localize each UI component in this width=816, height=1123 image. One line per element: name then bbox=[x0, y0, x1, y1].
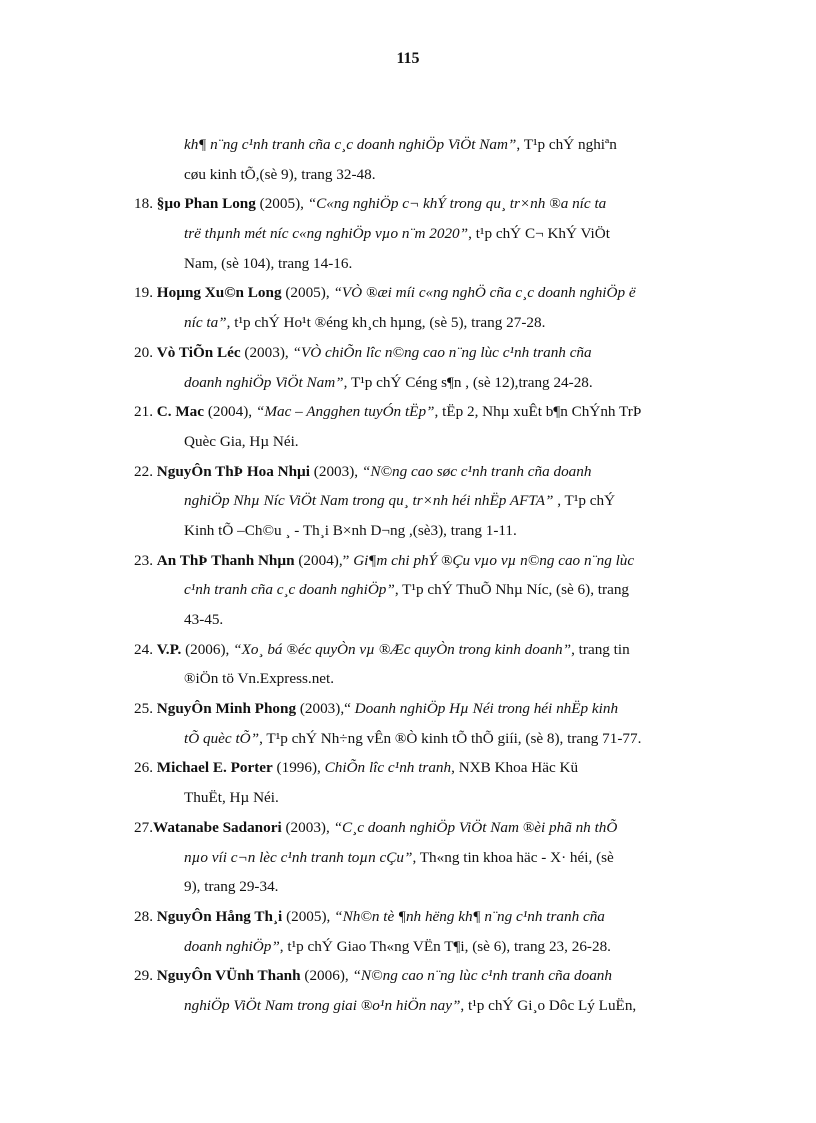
reference-title: doanh nghiÖp” bbox=[184, 937, 280, 955]
reference-title: “N©ng cao søc c¹nh tranh cña doanh bbox=[361, 462, 592, 480]
reference-title: níc ta” bbox=[184, 314, 227, 332]
reference-entry bbox=[134, 961, 734, 1020]
reference-text: (2006), bbox=[300, 967, 353, 985]
reference-line bbox=[134, 902, 734, 932]
reference-line bbox=[134, 575, 734, 605]
reference-title: Doanh nghiÖp Hµ Néi trong héi nhËp kinh bbox=[354, 700, 619, 718]
reference-text: 21. bbox=[134, 403, 157, 421]
reference-text: 28. bbox=[134, 907, 157, 925]
reference-line bbox=[134, 338, 734, 368]
reference-text: (2003), bbox=[281, 818, 334, 836]
reference-entry bbox=[134, 902, 734, 961]
reference-title: “N©ng cao n¨ng lùc c¹nh tranh cña doanh bbox=[352, 967, 612, 985]
reference-author: NguyÔn Minh Phong bbox=[156, 700, 297, 718]
reference-author: An ThÞ Thanh Nhµn bbox=[156, 551, 295, 569]
reference-line bbox=[134, 783, 734, 813]
reference-title: ChiÕn lîc c¹nh tranh bbox=[324, 759, 452, 777]
reference-title: “VÒ ®æi míi c«ng nghÖ cña c¸c doanh nghiÖp ë bbox=[333, 284, 636, 302]
reference-text: 23. bbox=[134, 551, 157, 569]
reference-line bbox=[134, 813, 734, 843]
reference-line bbox=[134, 635, 734, 665]
reference-author: NguyÔn Hång Th¸i bbox=[156, 907, 283, 925]
reference-text: 43-45. bbox=[184, 611, 224, 628]
reference-title: doanh nghiÖp ViÖt Nam” bbox=[184, 373, 344, 391]
reference-text: (1996), bbox=[272, 759, 325, 777]
reference-title: “VÒ chiÕn lîc n©ng cao n¨ng lùc c¹nh tranh cña bbox=[292, 343, 592, 361]
reference-line bbox=[134, 368, 734, 398]
reference-text: 29. bbox=[134, 967, 157, 985]
reference-text: cøu kinh tÕ,(sè 9), trang 32-48. bbox=[184, 165, 376, 183]
reference-text: , t¹p chÝ Ho¹t ®éng kh¸ch hµng, (sè 5), trang 27-28. bbox=[226, 314, 546, 332]
reference-entry bbox=[134, 694, 734, 753]
reference-text: Quèc Gia, Hµ Néi. bbox=[184, 432, 299, 450]
reference-text: (2005), bbox=[281, 284, 334, 302]
reference-line bbox=[134, 219, 734, 249]
reference-text: , t¹p chÝ Gi¸o Dôc Lý LuËn, bbox=[460, 996, 637, 1014]
reference-text: , T¹p chÝ nghiªn bbox=[516, 136, 617, 153]
reference-line bbox=[134, 932, 734, 962]
reference-text: , tËp 2, Nhµ xuÊt b¶n ChÝnh TrÞ bbox=[434, 403, 642, 421]
reference-text: (2003),“ bbox=[296, 700, 355, 718]
reference-title: nghiÖp Nhµ Níc ViÖt Nam trong qu¸ tr×nh héi nhËp AFTA” bbox=[184, 492, 554, 510]
reference-text: , T¹p chÝ Nh÷ng vÊn ®Ò kinh tÕ thÕ giíi, (sè 8), trang 71-77. bbox=[259, 729, 642, 747]
reference-author: V.P. bbox=[156, 640, 182, 658]
reference-text: Kinh tÕ –Ch©u ¸ - Th¸i B×nh D¬ng ,(sè3), trang 1-11. bbox=[184, 521, 517, 539]
reference-author: Hoµng Xu©n Long bbox=[156, 284, 282, 302]
reference-text: (2006), bbox=[181, 640, 234, 658]
reference-text: (2004), bbox=[204, 403, 256, 421]
reference-text: (2005), bbox=[282, 907, 335, 925]
reference-line bbox=[134, 753, 734, 783]
reference-text: 26. bbox=[134, 759, 157, 777]
reference-title: “Nh©n tè ¶nh hëng kh¶ n¨ng c¹nh tranh cña bbox=[334, 907, 605, 925]
reference-entry bbox=[134, 813, 734, 902]
reference-list bbox=[134, 130, 734, 1021]
reference-line bbox=[134, 872, 734, 902]
reference-text: 25. bbox=[134, 700, 157, 718]
reference-title: c¹nh tranh cña c¸c doanh nghiÖp” bbox=[184, 581, 395, 599]
reference-line bbox=[134, 397, 734, 427]
reference-line bbox=[134, 457, 734, 487]
reference-entry bbox=[134, 338, 734, 397]
reference-entry bbox=[134, 546, 734, 635]
reference-entry bbox=[134, 457, 734, 546]
reference-line bbox=[134, 160, 734, 190]
reference-line bbox=[134, 991, 734, 1021]
reference-line bbox=[134, 486, 734, 516]
reference-line bbox=[134, 664, 734, 694]
reference-author: Watanabe Sadanori bbox=[152, 818, 282, 836]
reference-title: nghiÖp ViÖt Nam trong giai ®o¹n hiÖn nay” bbox=[184, 996, 461, 1014]
reference-text: (2004),” bbox=[294, 551, 354, 569]
reference-author: NguyÔn ThÞ Hoa Nhµi bbox=[156, 462, 310, 480]
reference-text: 22. bbox=[134, 462, 157, 480]
reference-title: “C¸c doanh nghiÖp ViÖt Nam ®èi phã nh thÕ bbox=[333, 818, 618, 836]
reference-text: 18. bbox=[134, 195, 157, 213]
reference-author: Michael E. Porter bbox=[156, 759, 273, 777]
reference-author: §µo Phan Long bbox=[156, 195, 256, 213]
reference-line bbox=[134, 427, 734, 457]
reference-text: , NXB Khoa Häc Kü bbox=[451, 759, 579, 777]
reference-text: , t¹p chÝ Giao Th«ng VËn T¶i, (sè 6), trang 23, 26-28. bbox=[279, 937, 611, 955]
reference-text: , T¹p chÝ bbox=[553, 492, 616, 510]
reference-entry bbox=[134, 189, 734, 278]
reference-line bbox=[134, 961, 734, 991]
reference-line bbox=[134, 724, 734, 754]
reference-line bbox=[134, 694, 734, 724]
reference-text: , Th«ng tin khoa häc - X· héi, (sè bbox=[412, 848, 614, 866]
reference-line bbox=[134, 605, 734, 635]
reference-author: C. Mac bbox=[156, 403, 205, 421]
reference-text: ®iÖn tö Vn.Express.net. bbox=[184, 670, 335, 688]
reference-title: “Mac – Angghen tuyÓn tËp” bbox=[255, 403, 435, 421]
reference-entry bbox=[134, 130, 734, 189]
reference-entry bbox=[134, 753, 734, 812]
reference-line bbox=[134, 130, 734, 160]
reference-text: ThuËt, Hµ Néi. bbox=[184, 789, 279, 807]
reference-title: trë thµnh mét níc c«ng nghiÖp vµo n¨m 2020” bbox=[184, 225, 469, 243]
reference-line bbox=[134, 516, 734, 546]
reference-text: (2003), bbox=[240, 343, 293, 361]
reference-line bbox=[134, 249, 734, 279]
reference-text: Nam, (sè 104), trang 14-16. bbox=[184, 254, 353, 272]
reference-text: (2003), bbox=[310, 462, 362, 480]
reference-title: Gi¶m chi phÝ ®Çu vµo vµ n©ng cao n¨ng lùc bbox=[353, 551, 635, 569]
page-number: 115 bbox=[396, 50, 420, 67]
reference-text: , t¹p chÝ C¬ KhÝ ViÖt bbox=[468, 225, 610, 243]
reference-title: nµo víi c¬n lèc c¹nh tranh toµn cÇu” bbox=[184, 848, 413, 866]
reference-text: 20. bbox=[134, 343, 157, 361]
reference-line bbox=[134, 189, 734, 219]
reference-text: 19. bbox=[134, 284, 157, 302]
reference-text: , T¹p chÝ Céng s¶n , (sè 12),trang 24-28. bbox=[343, 373, 593, 391]
reference-line bbox=[134, 308, 734, 338]
reference-title: “C«ng nghiÖp c¬ khÝ trong qu¸ tr×nh ®a níc ta bbox=[307, 195, 607, 213]
reference-title: tÕ quèc tÕ” bbox=[184, 729, 260, 747]
reference-text: 27. bbox=[134, 818, 153, 836]
reference-title: “Xo¸ bá ®éc quyÒn vµ ®Æc quyÒn trong kinh doanh” bbox=[233, 640, 572, 658]
reference-line bbox=[134, 843, 734, 873]
reference-text: , trang tin bbox=[571, 640, 630, 658]
reference-entry bbox=[134, 278, 734, 337]
reference-title: kh¶ n¨ng c¹nh tranh cña c¸c doanh nghiÖp ViÖt Nam” bbox=[184, 136, 517, 153]
reference-text: (2005), bbox=[255, 195, 308, 213]
reference-author: NguyÔn VÜnh Thanh bbox=[156, 967, 301, 985]
reference-line bbox=[134, 546, 734, 576]
reference-text: 9), trang 29-34. bbox=[184, 878, 279, 896]
reference-text: 24. bbox=[134, 640, 157, 658]
reference-author: Vò TiÕn Léc bbox=[156, 343, 241, 361]
reference-line bbox=[134, 278, 734, 308]
reference-text: , T¹p chÝ ThuÕ Nhµ Níc, (sè 6), trang bbox=[394, 581, 630, 599]
reference-entry bbox=[134, 397, 734, 456]
reference-entry bbox=[134, 635, 734, 694]
